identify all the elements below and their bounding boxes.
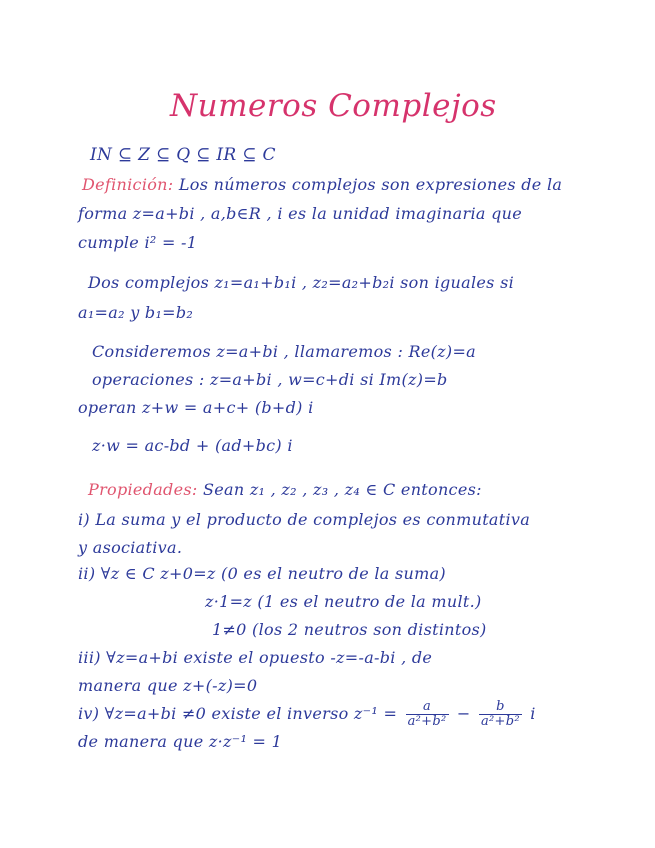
definicion-label: Definición: (82, 175, 174, 194)
fraction-denominator: a²+b² (481, 714, 520, 729)
igualdad-line-1: Dos complejos z₁=a₁+b₁i , z₂=a₂+b₂i son iguales si (88, 273, 514, 292)
imaginary-unit: i (530, 704, 536, 723)
propiedad-2-line-2: z·1=z (1 es el neutro de la mult.) (205, 592, 482, 611)
propiedad-4-line-2: de manera que z·z⁻¹ = 1 (78, 732, 283, 751)
fraction-numerator: a (406, 700, 449, 715)
page-title: Numeros Complejos (170, 88, 497, 124)
definicion-line-1 (82, 175, 562, 194)
operaciones-line-3: operan z+w = a+c+ (b+d) i (78, 398, 314, 417)
propiedades-label: Propiedades: (88, 480, 198, 499)
propiedad-3-line-1: iii) ∀z=a+bi existe el opuesto -z=-a-bi , de (78, 648, 433, 667)
propiedad-1-line-2: y asociativa. (78, 538, 183, 557)
propiedad-4-prefix: iv) ∀z=a+bi ≠0 existe el inverso z⁻¹ = (78, 704, 398, 723)
inverse-fraction-real (406, 700, 449, 729)
number-sets-chain: IN ⊆ Z ⊆ Q ⊆ IR ⊆ C (90, 145, 276, 165)
propiedad-2-line-3: 1≠0 (los 2 neutros son distintos) (212, 620, 487, 639)
propiedad-4-line-1 (78, 700, 536, 729)
propiedad-1-line-1: i) La suma y el producto de complejos es conmutativa (78, 510, 531, 529)
fraction-denominator: a²+b² (407, 714, 447, 729)
definicion-line-2: forma z=a+bi , a,b∈R , i es la unidad imaginaria que (78, 204, 522, 223)
propiedades-intro: Sean z₁ , z₂ , z₃ , z₄ ∈ C entonces: (202, 480, 482, 499)
propiedad-3-line-2: manera que z+(-z)=0 (78, 676, 258, 695)
operaciones-line-2: operaciones : z=a+bi , w=c+di si Im(z)=b (92, 370, 448, 389)
minus-sign: − (456, 704, 471, 723)
propiedades-header (88, 480, 482, 499)
inverse-fraction-imag (479, 700, 522, 729)
definicion-line-3: cumple i² = -1 (78, 233, 198, 252)
operaciones-line-4: z·w = ac-bd + (ad+bc) i (92, 436, 293, 455)
definicion-text-1: Los números complejos son expresiones de la (178, 175, 563, 194)
fraction-numerator: b (479, 700, 522, 715)
operaciones-line-1: Consideremos z=a+bi , llamaremos : Re(z)=a (92, 342, 476, 361)
propiedad-2-line-1: ii) ∀z ∈ C z+0=z (0 es el neutro de la suma) (78, 564, 446, 583)
igualdad-line-2: a₁=a₂ y b₁=b₂ (78, 303, 194, 322)
